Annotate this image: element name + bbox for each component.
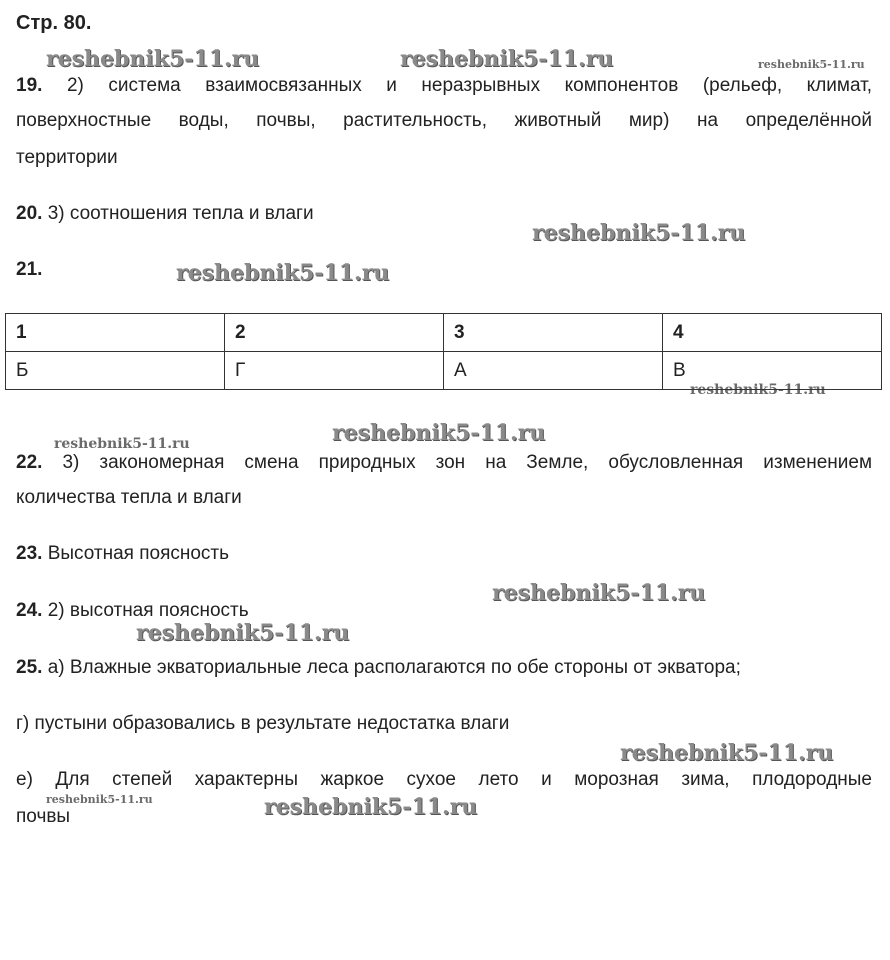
table-cell: Б bbox=[6, 352, 225, 390]
watermark: reshebnik5-11.ru bbox=[264, 794, 478, 820]
watermark: reshebnik5-11.ru bbox=[54, 436, 190, 452]
answer-25-e-line-1: е) Для степей характерны жаркое сухое лето и морозная зима, плодородные bbox=[16, 769, 872, 790]
answer-21 bbox=[16, 258, 42, 282]
answer-19-line-3: территории bbox=[16, 147, 118, 168]
answer-22-line-1 bbox=[16, 451, 872, 475]
page-title: Стр. 80. bbox=[16, 12, 92, 34]
question-number: 19. bbox=[16, 75, 43, 96]
table-header-cell: 3 bbox=[444, 314, 663, 352]
table-row bbox=[6, 352, 882, 390]
watermark: reshebnik5-11.ru bbox=[176, 260, 390, 286]
watermark: reshebnik5-11.ru bbox=[690, 382, 826, 398]
answer-25-g: г) пустыни образовались в результате недостатка влаги bbox=[16, 713, 510, 734]
question-number: 21. bbox=[16, 259, 43, 280]
answer-text: 2) высотная поясность bbox=[47, 600, 249, 621]
answer-20 bbox=[16, 202, 314, 226]
answer-text: а) Влажные экваториальные леса располагаются по обе стороны от экватора; bbox=[47, 657, 741, 678]
table-header-cell: 2 bbox=[225, 314, 444, 352]
answer-19-line-2: поверхностные воды, почвы, растительность, животный мир) на определённой bbox=[16, 110, 872, 131]
answer-text: Высотная поясность bbox=[47, 543, 230, 564]
table-header-row bbox=[6, 314, 882, 352]
answer-23 bbox=[16, 542, 229, 566]
question-number: 25. bbox=[16, 657, 43, 678]
question-number: 23. bbox=[16, 543, 43, 564]
watermark: reshebnik5-11.ru bbox=[136, 620, 350, 646]
answer-table-21 bbox=[5, 313, 882, 390]
watermark: reshebnik5-11.ru bbox=[620, 740, 834, 766]
question-number: 20. bbox=[16, 203, 43, 224]
answer-19-line-1 bbox=[16, 74, 872, 98]
question-number: 24. bbox=[16, 600, 43, 621]
watermark: reshebnik5-11.ru bbox=[332, 420, 546, 446]
answer-text: 2) система взаимосвязанных и неразрывных компонентов (рельеф, климат, bbox=[66, 75, 872, 96]
watermark: reshebnik5-11.ru bbox=[46, 46, 260, 72]
table-cell: А bbox=[444, 352, 663, 390]
watermark: reshebnik5-11.ru bbox=[492, 580, 706, 606]
watermark: reshebnik5-11.ru bbox=[758, 58, 865, 71]
watermark: reshebnik5-11.ru bbox=[532, 220, 746, 246]
answer-text: 3) соотношения тепла и влаги bbox=[47, 203, 314, 224]
watermark: reshebnik5-11.ru bbox=[400, 46, 614, 72]
answer-24 bbox=[16, 599, 249, 623]
table-header-cell: 1 bbox=[6, 314, 225, 352]
answer-22-line-2: количества тепла и влаги bbox=[16, 487, 242, 508]
answer-25-e-line-2: почвы bbox=[16, 806, 71, 827]
question-number: 22. bbox=[16, 452, 43, 473]
watermark: reshebnik5-11.ru bbox=[46, 793, 153, 806]
table-header-cell: 4 bbox=[663, 314, 882, 352]
table-cell: Г bbox=[225, 352, 444, 390]
answer-25-a bbox=[16, 656, 741, 680]
table-cell: В bbox=[663, 352, 882, 390]
answer-text: 3) закономерная смена природных зон на Земле, обусловленная изменением bbox=[62, 452, 873, 473]
